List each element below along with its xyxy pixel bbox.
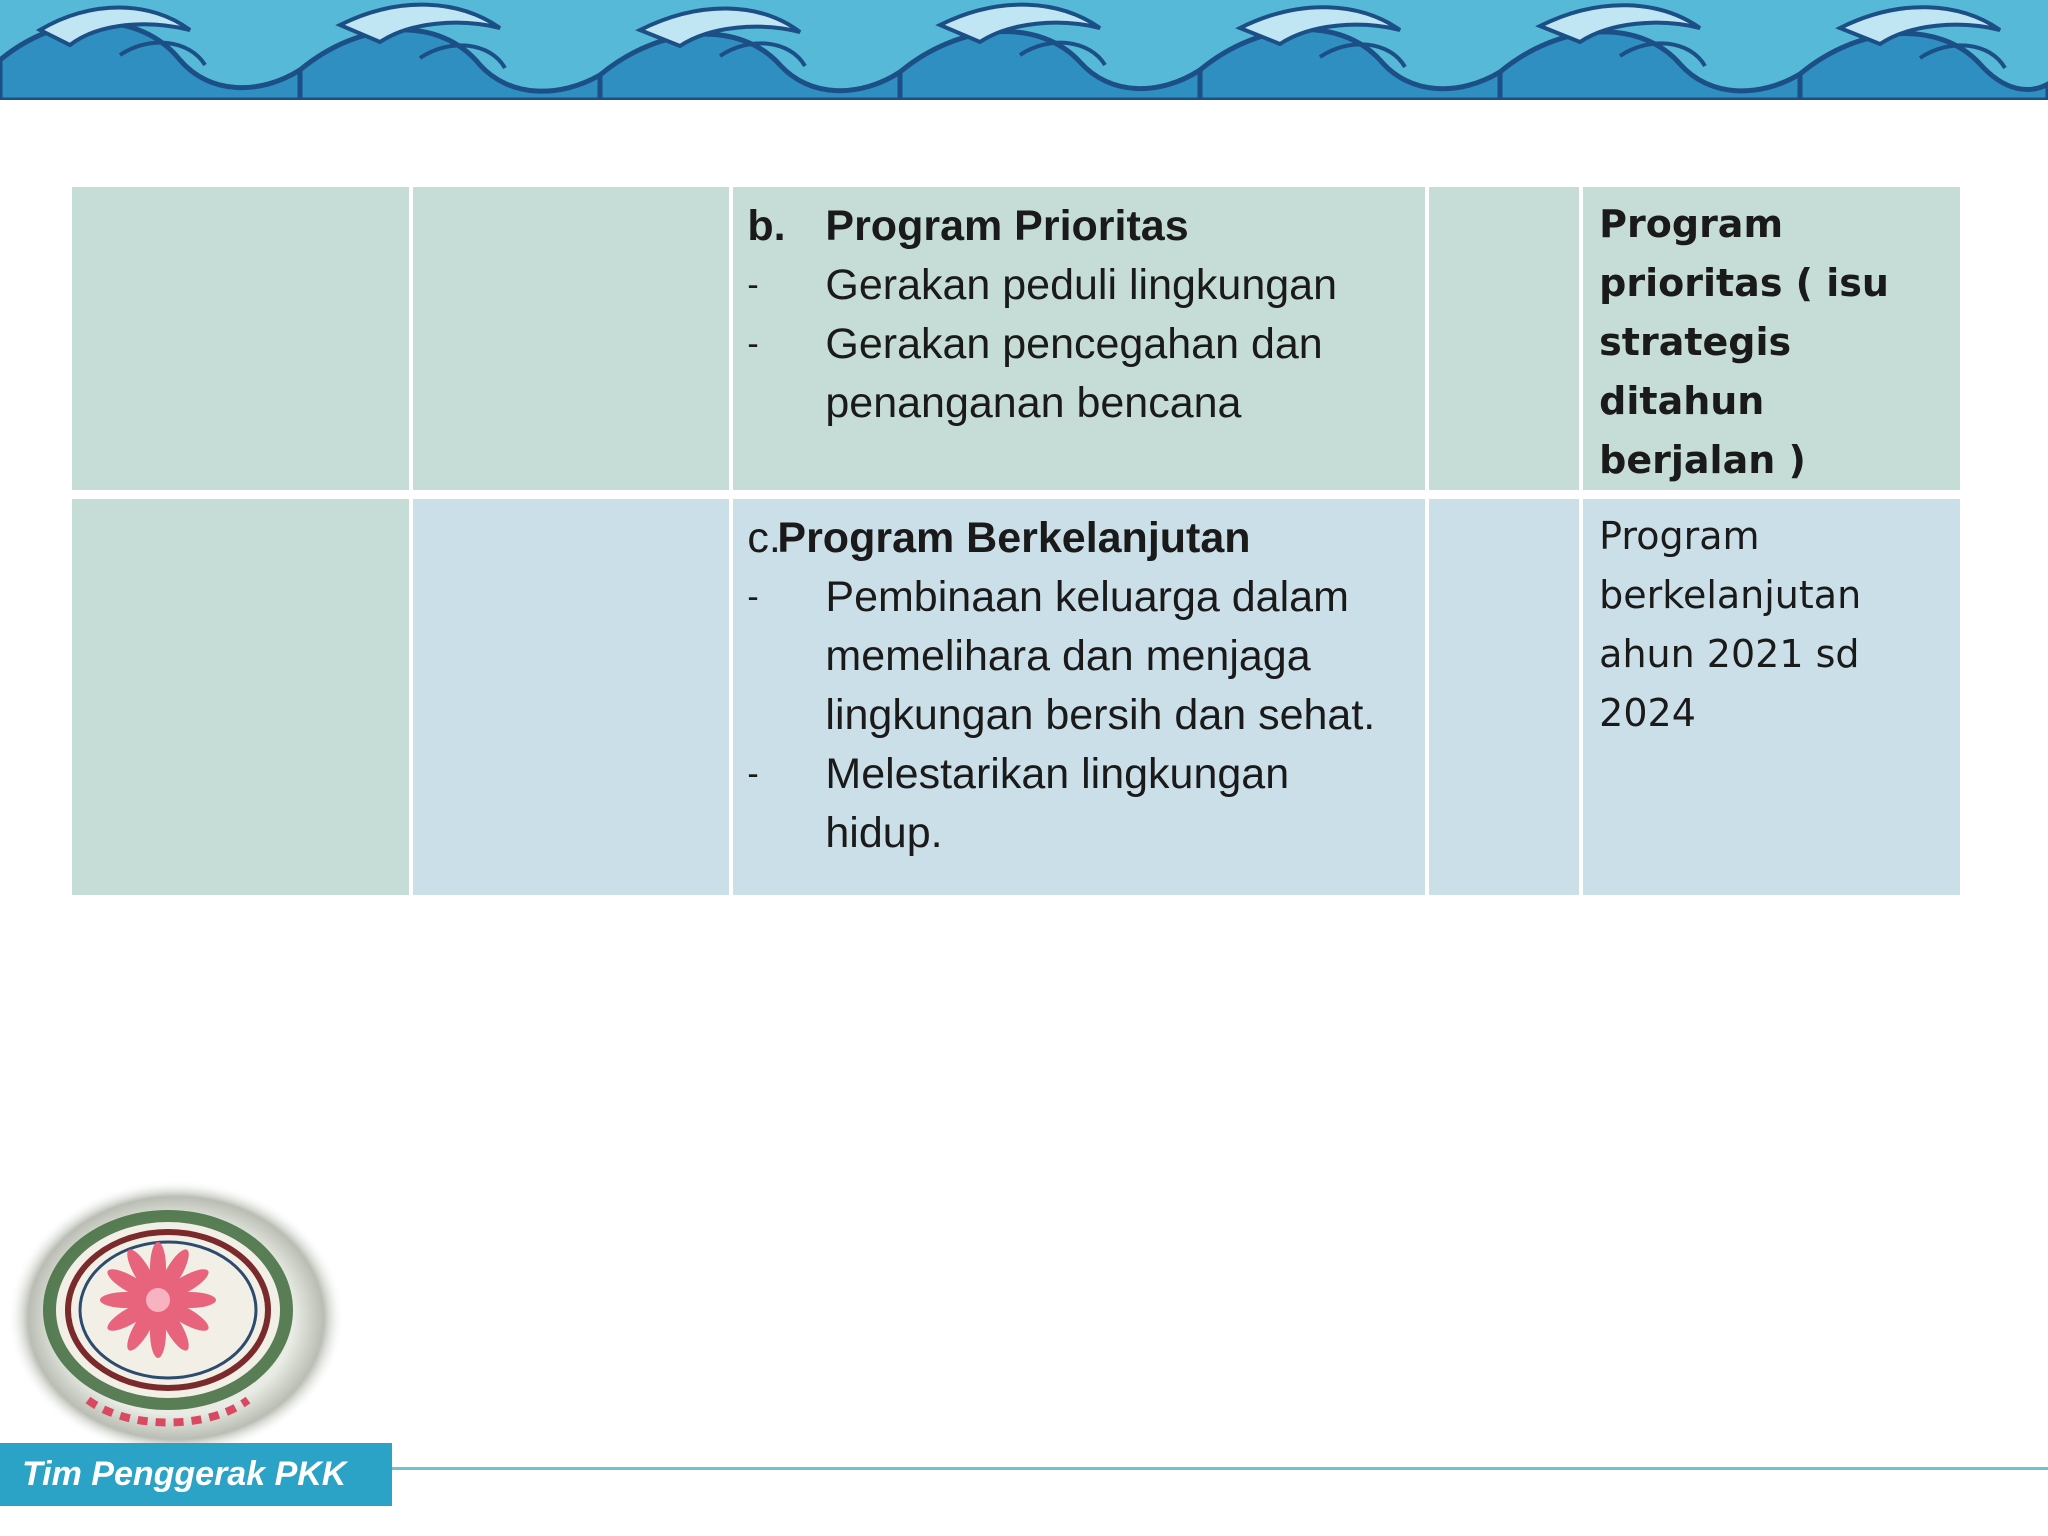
note-cell	[1583, 187, 1960, 499]
bullet-dash: -	[747, 266, 759, 304]
table-cell	[72, 187, 413, 499]
table-cell	[72, 499, 413, 904]
program-heading	[747, 509, 1410, 568]
list-item	[747, 568, 1410, 745]
table-row	[72, 187, 1960, 499]
pkk-logo	[8, 1180, 348, 1470]
list-item-text: Melestarikan lingkungan hidup.	[825, 750, 1290, 857]
footer-label: Tim Penggerak PKK	[0, 1443, 392, 1506]
list-item	[747, 315, 1410, 433]
list-item	[747, 256, 1410, 315]
table-cell	[413, 499, 734, 904]
bullet-dash: -	[747, 755, 759, 793]
list-item	[747, 745, 1410, 863]
program-note: Program prioritas ( isu strategis ditahun berjalan )	[1599, 202, 1889, 482]
program-note: Program berkelanjutan ahun 2021 sd 2024	[1599, 514, 1862, 735]
table-cell	[413, 187, 734, 499]
footer-divider	[392, 1467, 2048, 1470]
list-item-text: Gerakan peduli lingkungan	[825, 261, 1337, 309]
wave-banner	[0, 0, 2048, 100]
note-cell	[1583, 499, 1960, 904]
program-cell	[733, 499, 1428, 904]
program-cell	[733, 187, 1428, 499]
program-heading	[747, 197, 1410, 256]
program-letter: b.	[747, 202, 786, 250]
program-table	[72, 187, 1960, 904]
list-item-text: Gerakan pencegahan dan penanganan bencana	[825, 320, 1323, 427]
table-cell	[1429, 187, 1583, 499]
list-item-text: Pembinaan keluarga dalam memelihara dan menjaga lingkungan bersih dan sehat.	[825, 573, 1376, 739]
table-cell	[1429, 499, 1583, 904]
bullet-dash: -	[747, 325, 759, 363]
wave-pattern	[0, 0, 2048, 100]
program-title: Program Prioritas	[825, 202, 1189, 250]
program-title: Program Berkelanjutan	[777, 514, 1251, 562]
table-row	[72, 499, 1960, 904]
program-letter: c.	[747, 514, 781, 562]
bullet-dash: -	[747, 578, 759, 616]
